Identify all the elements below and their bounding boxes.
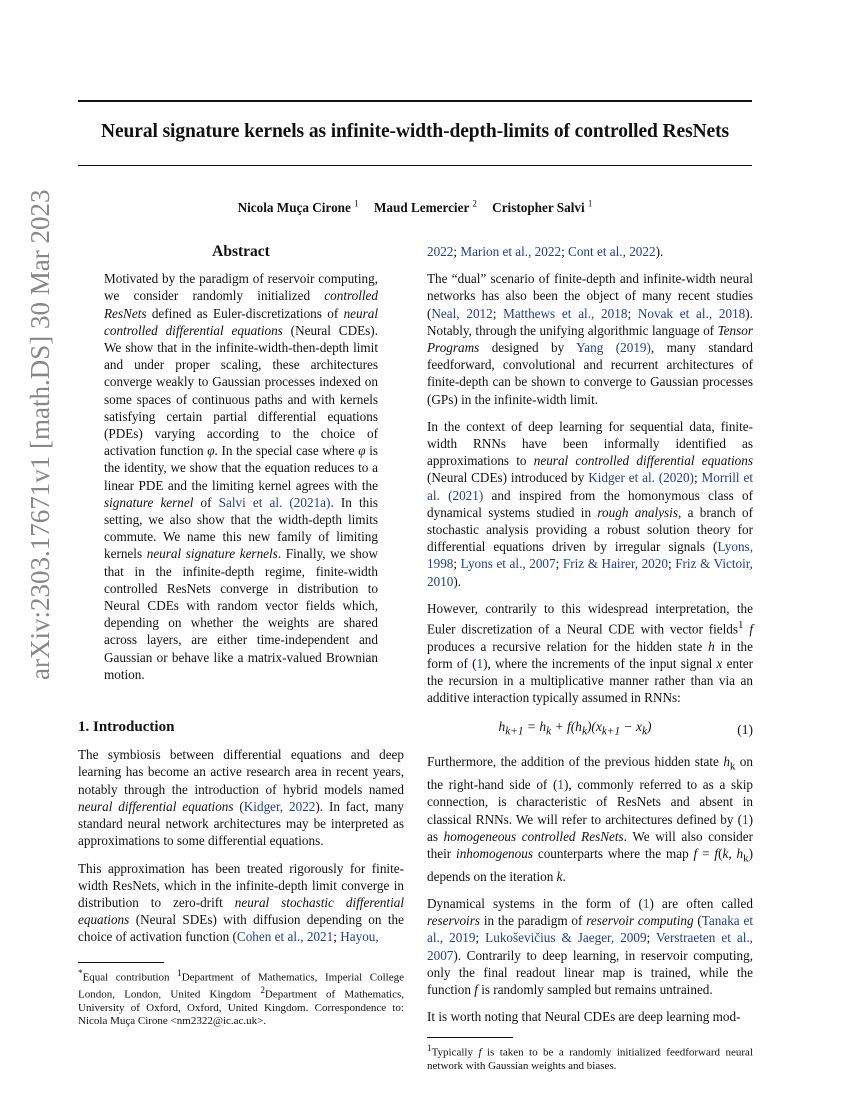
citation-link[interactable]: Matthews et al., 2018 [503, 305, 628, 321]
citation-link[interactable]: Tanaka et al., 2019 [427, 913, 753, 946]
equation-number: (1) [737, 722, 753, 738]
citation-link[interactable]: Yang (2019) [576, 340, 651, 356]
author-3 [492, 200, 592, 215]
italic-text: φ [207, 443, 215, 459]
right-paragraph-7: It is worth noting that Neural CDEs are deep learning mod- [427, 1009, 741, 1025]
citation-link[interactable]: Lyons et al., 2007 [460, 556, 556, 572]
author-name: Cristopher Salvi [492, 200, 585, 216]
intro-paragraph-1: The symbiosis between differential equations and deep learning has become an active research area in recent years, notably through the introduction of hybrid models named neural differential equations (Kidger, 2022). In fact, many standard neural network architectures may be interpreted as approximations to some differential equations. [78, 747, 404, 849]
italic-text: f [474, 982, 478, 998]
italic-text: f [693, 846, 698, 862]
italic-text: inhomogenous [456, 846, 533, 862]
intro-paragraph-2: This approximation has been treated rigorously for finite-width ResNets, which in the infinite-depth limit converge in distribution to zero-drift neural stochastic differential equations (Neural SDEs) with diffusion depending on the choice of activation function (Cohen et al., 2021; Hayou, [78, 860, 404, 945]
equation-body: $h_{k+1} = h_k + f(h_k)(x_{k+1} - x_k)$ [498, 719, 652, 739]
superscript: 2 [260, 985, 265, 996]
arxiv-identifier-stamp: arXiv:2303.17671v1 [math.DS] 30 Mar 2023 [25, 189, 55, 680]
italic-text: h [723, 754, 730, 770]
italic-text: rough analysis [597, 504, 678, 520]
superscript: 1 [177, 967, 182, 978]
italic-text: x [716, 655, 723, 671]
right-paragraph-2: The “dual” scenario of finite-depth and infinite-width neural networks has also been the object of many recent studies (Neal, 2012; Matthews et al., 2018; Novak et al., 2018). Notably, through the unifying algorithmic language of Tensor Programs designed by Yang (2019), many standard feedforward, convolutional and recurrent architectures of finite-depth can be shown to converge to Gaussian processes (GPs) in the infinite-width limit. [427, 271, 753, 407]
italic-text: f [714, 846, 719, 862]
affiliation-footnote: *Equal contribution $^1$Department of Mathematics, Imperial College London, London, United Kingdom $^2$Department of Mathematics, University of Oxford, Oxford, United Kingdom. Correspondence to: Nicola Muça Cirone <nm2322@ic.ac.uk>. [78, 967, 404, 1028]
italic-text: homogeneous controlled ResNets [443, 828, 624, 844]
citation-link[interactable]: 1 [742, 811, 749, 827]
italic-text: controlled ResNets [104, 288, 378, 321]
citation-link[interactable]: Salvi et al. (2021a) [218, 494, 331, 510]
italic-text: signature kernel [104, 494, 194, 510]
author-list [78, 199, 752, 216]
citation-link[interactable]: Lukoševičius & Jaeger, 2009 [485, 930, 647, 946]
right-column [427, 243, 753, 1074]
italic-text: k, h [722, 846, 744, 862]
citation-link[interactable]: Cont et al., 2022 [568, 244, 656, 259]
footnote-rule [78, 962, 164, 963]
author-2 [374, 200, 477, 215]
citation-link[interactable]: Friz & Victoir, 2010 [427, 556, 753, 589]
right-paragraph-1: 2022; Marion et al., 2022; Cont et al., 2022). [427, 244, 664, 259]
vector-field-footnote: $^1$Typically f is taken to be a randomly initialized feedforward neural network with Gaussian weights and biases. [427, 1043, 753, 1073]
italic-text: f [478, 1047, 482, 1060]
paper-title: Neural signature kernels as infinite-width-depth-limits of controlled ResNets [100, 121, 729, 142]
right-paragraph-3: In the context of deep learning for sequential data, finite-width RNNs have been informally identified as approximations to neural controlled differential equations (Neural CDEs) introduced by Kidger et al. (2020); Morrill et al. (2021) and inspired from the homonymous class of dynamical systems studied in rough analysis, a branch of stochastic analysis providing a robust solution theory for differential equations driven by irregular signals (Lyons, 1998; Lyons et al., 2007; Friz & Hairer, 2020; Friz & Victoir, 2010). [427, 418, 754, 589]
citation-link[interactable]: Marion et al., 2022 [460, 244, 562, 259]
citation-link[interactable]: 1 [642, 896, 650, 912]
title-rule-top [78, 100, 752, 102]
right-paragraph-5: Furthermore, the addition of the previous hidden state $h_k$ on the right-hand side of (1), commonly referred to as a skip connection, is characteristic of ResNets and absent in classical RNNs. We will refer to architectures defined by (1) as homogeneous controlled ResNets. We will also consider their inhomogenous counterparts where the map f = f(k, $h_k$) depends on the iteration k. [427, 754, 754, 884]
citation-link[interactable]: Neal, 2012 [431, 305, 493, 321]
citation-link[interactable]: Hayou, [340, 929, 379, 945]
author-name: Nicola Muça Cirone [237, 200, 351, 216]
citation-link[interactable]: Friz & Hairer, 2020 [562, 556, 668, 572]
citation-link[interactable]: 2022 [427, 244, 454, 259]
italic-text: k [556, 868, 563, 884]
superscript: * [78, 967, 83, 978]
left-column [78, 243, 404, 1029]
author-name: Maud Lemercier [373, 200, 470, 216]
italic-text: reservoirs [427, 913, 480, 929]
citation-link[interactable]: Kidger, 2022 [243, 798, 316, 814]
subscript: k [743, 852, 749, 865]
citation-link[interactable]: Morrill et al. (2021) [427, 470, 753, 503]
italic-text: neural controlled differential equations [533, 453, 753, 469]
author-affiliation: 1 [587, 199, 593, 209]
citation-link[interactable]: Novak et al., 2018 [637, 305, 746, 321]
abstract-text: Motivated by the paradigm of reservoir computing, we consider randomly initialized controlled ResNets defined as Euler-discretizations of neural controlled differential equations (Neural CDEs). We show that in the infinite-width-then-depth limit and under proper scaling, these architectures converge weakly to Gaussian processes indexed on some spaces of continuous paths and with kernels satisfying certain partial differential equations (PDEs) varying according to the choice of activation function φ. In the special case where φ is the identity, we show that the equation reduces to a linear PDE and the limiting kernel agrees with the signature kernel of Salvi et al. (2021a). In this setting, we also show that the width-depth limits commute. We name this new family of limiting kernels neural signature kernels. Finally, we show that in the infinite-depth regime, finite-width controlled ResNets converge in distribution to Neural CDEs with random vector fields which, depending on whether the weights are shared across layers, are either time-independent and Gaussian or behave like a matrix-valued Brownian motion. [104, 271, 379, 682]
author-affiliation: 2 [472, 199, 477, 209]
italic-text: reservoir computing [586, 913, 694, 929]
right-paragraph-6: Dynamical systems in the form of (1) are often called reservoirs in the paradigm of reservoir computing (Tanaka et al., 2019; Lukoševičius & Jaeger, 2009; Verstraeten et al., 2007). Contrarily to deep learning, in reservoir computing, only the final readout linear map is trained, while the function f is randomly sampled but remains untrained. [427, 896, 753, 998]
citation-link[interactable]: 1 [557, 777, 564, 793]
italic-text: neural differential equations [78, 798, 234, 814]
italic-text: neural signature kernels [146, 546, 278, 562]
citation-link[interactable]: Cohen et al., 2021 [236, 929, 334, 945]
author-affiliation: 1 [354, 199, 359, 209]
abstract-body [104, 270, 378, 683]
italic-text: neural controlled differential equations [104, 305, 378, 338]
italic-text: f [749, 621, 753, 637]
citation-link[interactable]: Verstraeten et al., 2007 [427, 930, 753, 963]
italic-text: Tensor Programs [427, 322, 753, 356]
citation-link[interactable]: 1 [476, 655, 484, 671]
italic-text: φ [358, 443, 366, 459]
equation-1 [427, 718, 753, 741]
superscript: 1 [427, 1043, 432, 1054]
abstract-heading: Abstract [212, 243, 270, 260]
citation-link[interactable]: Lyons, 1998 [427, 539, 753, 572]
footnote-rule [427, 1037, 513, 1038]
citation-link[interactable]: Kidger et al. (2020) [588, 470, 694, 486]
italic-text: neural stochastic differential equations [78, 894, 404, 928]
subscript: k [729, 761, 736, 773]
italic-text: h [708, 638, 715, 654]
section-heading-introduction: 1. Introduction [78, 719, 175, 736]
author-1 [238, 200, 359, 215]
superscript: 1 [738, 619, 744, 632]
right-paragraph-4: However, contrarily to this widespread interpretation, the Euler discretization of a Neural CDE with vector fields$^1$ f produces a recursive relation for the hidden state h in the form of (1), where the increments of the input signal x enter the recursion in a multiplicative manner rather than via an additive interaction typically assumed in RNNs: [427, 600, 754, 706]
title-rule-bottom [78, 165, 752, 166]
